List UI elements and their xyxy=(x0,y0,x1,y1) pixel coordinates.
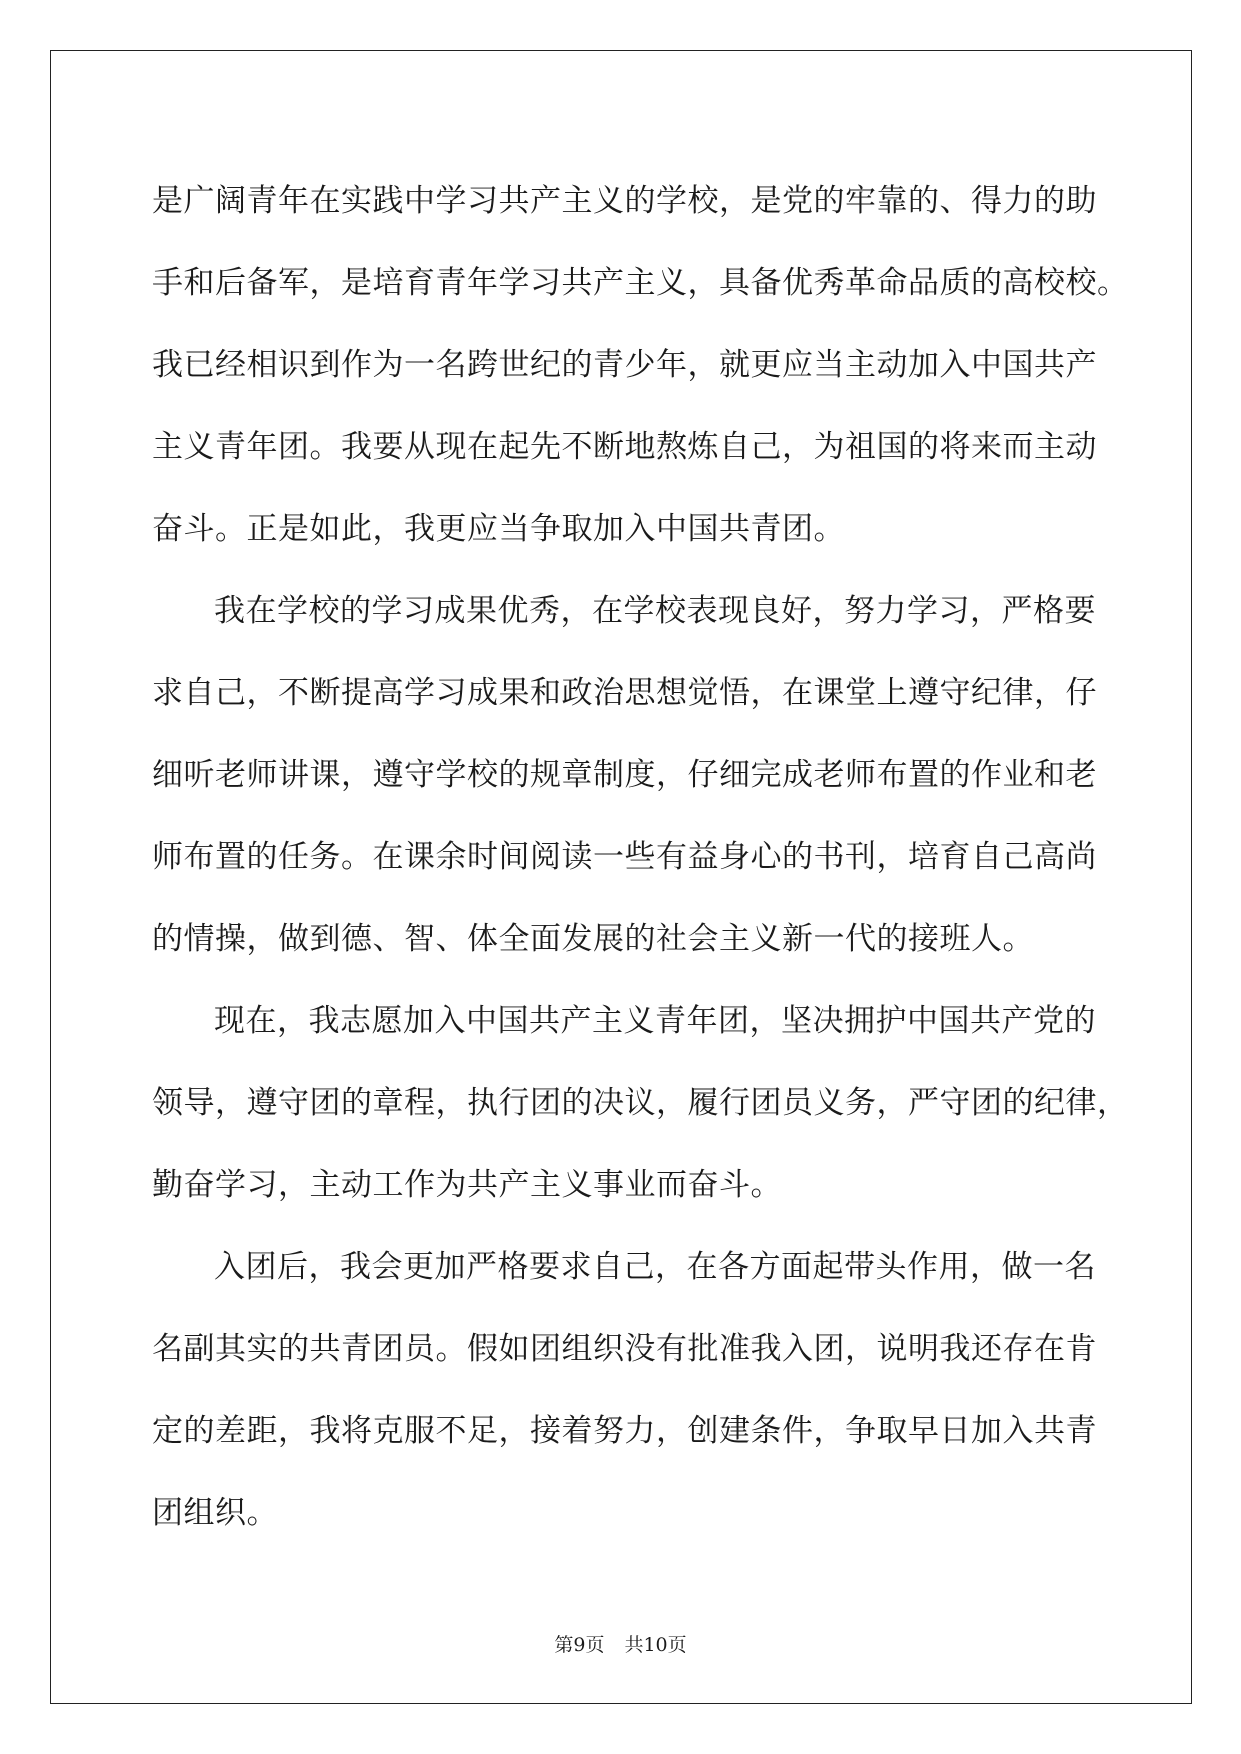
text-line: 团组织。 xyxy=(152,1495,278,1531)
text-line: 领导，遵守团的章程，执行团的决议，履行团员义务，严守团的纪律， xyxy=(152,1085,1129,1121)
text-line: 名副其实的共青团员。假如团组织没有批准我入团，说明我还存在肯 xyxy=(152,1331,1097,1367)
text-line: 细听老师讲课，遵守学校的规章制度，仔细完成老师布置的作业和老 xyxy=(152,757,1097,793)
text-line: 是广阔青年在实践中学习共产主义的学校，是党的牢靠的、得力的助 xyxy=(152,183,1097,219)
text-line: 的情操，做到德、智、体全面发展的社会主义新一代的接班人。 xyxy=(152,921,1034,957)
text-line: 勤奋学习，主动工作为共产主义事业而奋斗。 xyxy=(152,1167,782,1203)
paragraph-start-line: 现在，我志愿加入中国共产主义青年团，坚决拥护中国共产党的 xyxy=(214,1003,1096,1039)
text-line: 师布置的任务。在课余时间阅读一些有益身心的书刊，培育自己高尚 xyxy=(152,839,1097,875)
document-body xyxy=(152,160,1129,1554)
page-number: 第9页 xyxy=(554,1634,605,1656)
text-line: 主义青年团。我要从现在起先不断地熬炼自己，为祖国的将来而主动 xyxy=(152,429,1097,465)
text-line: 奋斗。正是如此，我更应当争取加入中国共青团。 xyxy=(152,511,845,547)
text-line: 求自己，不断提高学习成果和政治思想觉悟，在课堂上遵守纪律，仔 xyxy=(152,675,1097,711)
text-line: 我已经相识到作为一名跨世纪的青少年，就更应当主动加入中国共产 xyxy=(152,347,1097,383)
page-total: 共10页 xyxy=(624,1634,687,1656)
paragraph-start-line: 我在学校的学习成果优秀，在学校表现良好，努力学习，严格要 xyxy=(214,593,1096,629)
page-footer xyxy=(0,1630,1241,1657)
text-line: 定的差距，我将克服不足，接着努力，创建条件，争取早日加入共青 xyxy=(152,1413,1097,1449)
paragraph-start-line: 入团后，我会更加严格要求自己，在各方面起带头作用，做一名 xyxy=(214,1249,1096,1285)
text-line: 手和后备军，是培育青年学习共产主义，具备优秀革命品质的高校校。 xyxy=(152,265,1129,301)
